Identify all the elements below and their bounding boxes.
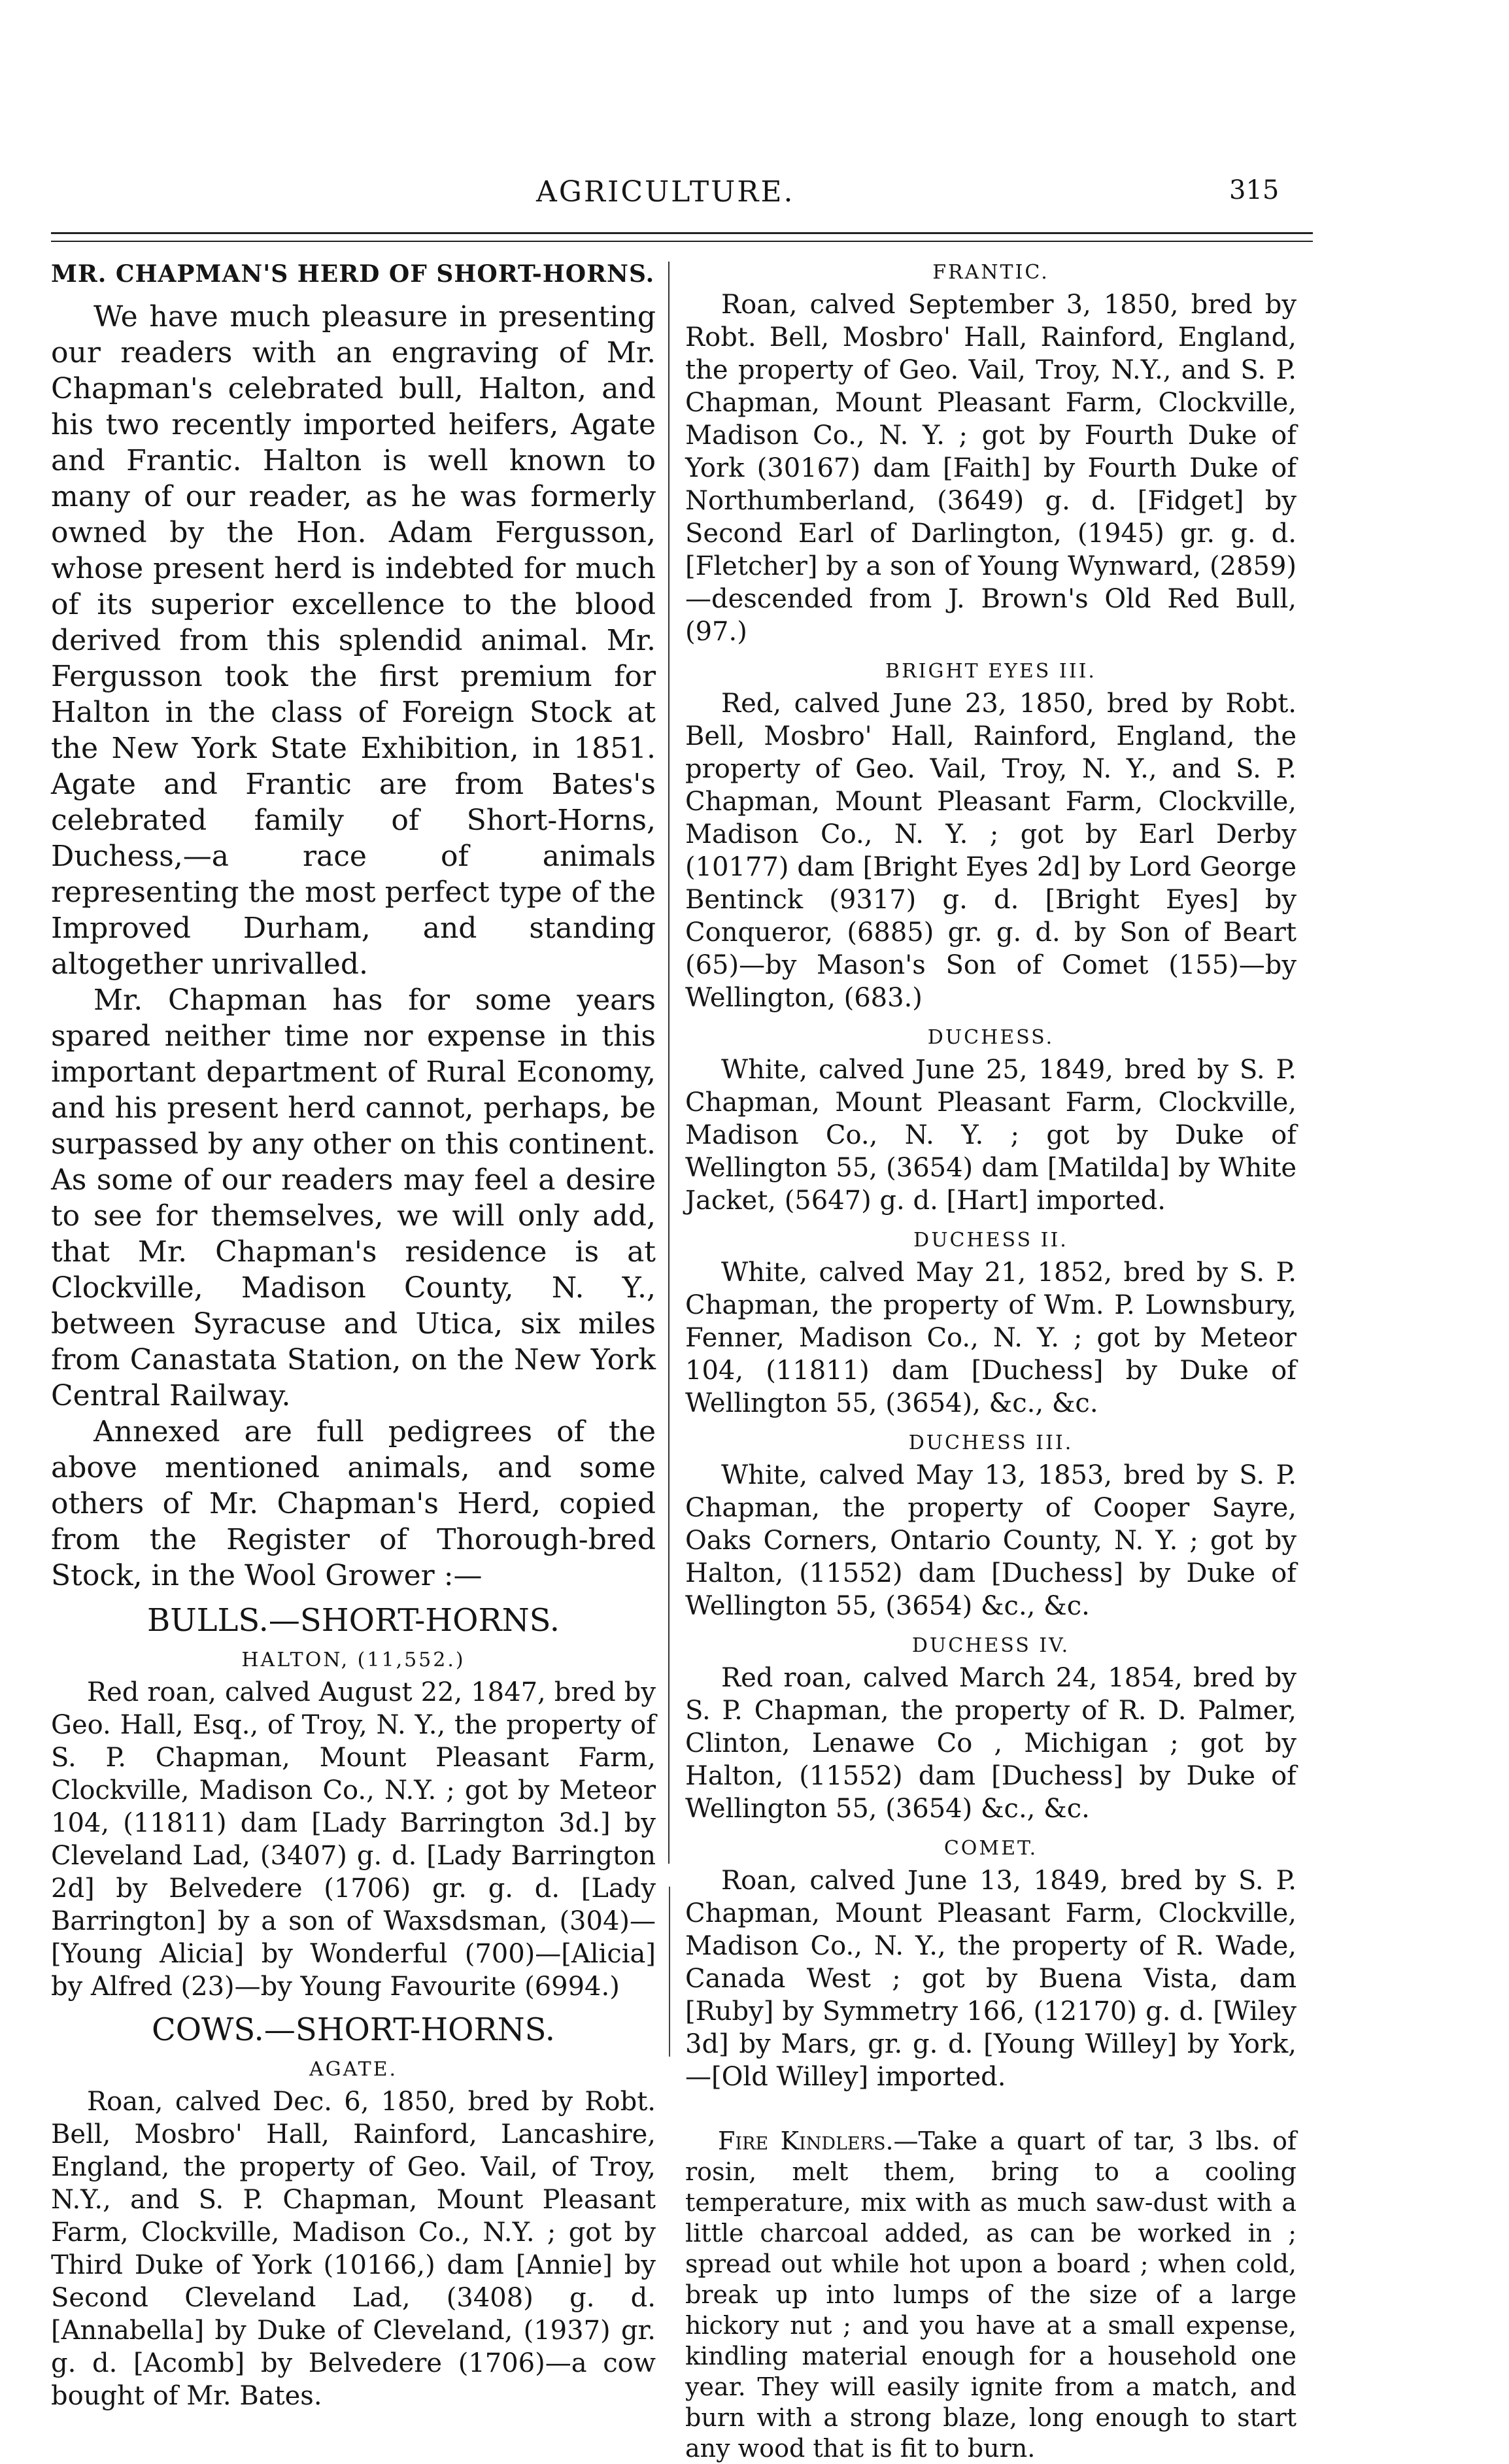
bright-eyes-heading: BRIGHT EYES III. <box>885 660 1096 683</box>
duchess-iii-heading: DUCHESS III. <box>908 1431 1074 1454</box>
running-head <box>0 175 1509 214</box>
left-column <box>51 258 656 2412</box>
halton-pedigree: Red roan, calved August 22, 1847, bred by Geo. Hall, Esq., of Troy, N. Y., the property of S. P. Chapman, Mount Pleasant Farm, Clockville, Madison Co., N.Y. ; got by Meteor 104, (11811) dam [Lady Barrington 3d.] by Cleveland Lad, (3407) g. d. [Lady Barrington 2d] by Belvedere (1706) gr. g. d. [Lady Barrington] by a son of Waxsdsman, (304)—[Young Alicia] by Wonderful (700)—[Alicia] by Alfred (23)—by Young Favourite (6994.) <box>51 1677 656 2002</box>
bright-eyes-pedigree: Red, calved June 23, 1850, bred by Robt. Bell, Mosbro' Hall, Rainford, England, the property of Geo. Vail, Troy, N. Y., and S. P. Chapman, Mount Pleasant Farm, Clockville, Madison Co., N. Y. ; got by Earl Derby (10177) dam [Bright Eyes 2d] by Lord George Bentinck (9317) g. d. [Bright Eyes] by Conqueror, (6885) gr. g. d. by Son of Beart (65)—by Mason's Son of Comet (155)—by Wellington, (683.) <box>685 689 1297 1013</box>
frantic-heading: FRANTIC. <box>932 261 1049 284</box>
page-number: 315 <box>1229 175 1280 205</box>
duchess-pedigree: White, calved June 25, 1849, bred by S. P. Chapman, Mount Pleasant Farm, Clockville, Madison Co., N. Y. ; got by Duke of Wellington 55, (3654) dam [Matilda] by White Jacket, (5647) g. d. [Hart] imported. <box>685 1055 1297 1216</box>
column-divider-lower <box>669 1887 670 2057</box>
fire-kindlers-item <box>685 2126 1297 2464</box>
comet-pedigree: Roan, calved June 13, 1849, bred by S. P. Chapman, Mount Pleasant Farm, Clockville, Madison Co., N. Y., the property of R. Wade, Canada West ; got by Buena Vista, dam [Ruby] by Symmetry 166, (12170) g. d. [Wiley 3d] by Mars, gr. g. d. [Young Willey] by York,—[Old Willey] imported. <box>685 1866 1297 2092</box>
visit-paragraph: Mr. Chapman has for some years spared neither time nor expense in this important department of Rural Economy, and his present herd cannot, perhaps, be surpassed by any other on this continent. As some of our readers may feel a desire to see for themselves, we will only add, that Mr. Chapman's residence is at Clockville, Madison County, N. Y., between Syracuse and Utica, six miles from Canastata Station, on the New York Central Railway. <box>51 984 656 1412</box>
duchess-iv-pedigree: Red roan, calved March 24, 1854, bred by S. P. Chapman, the property of R. D. Palmer, Clinton, Lenawe Co , Michigan ; got by Halton, (11552) dam [Duchess] by Duke of Wellington 55, (3654) &c., &c. <box>685 1663 1297 1824</box>
halton-heading: HALTON, (11,552.) <box>241 1649 466 1671</box>
fire-kindlers-title: Fire Kindlers. <box>718 2127 894 2155</box>
agate-heading: AGATE. <box>309 2058 398 2081</box>
comet-heading: COMET. <box>943 1837 1038 1860</box>
frantic-pedigree: Roan, calved September 3, 1850, bred by Robt. Bell, Mosbro' Hall, Rainford, England, the property of Geo. Vail, Troy, N.Y., and S. P. Chapman, Mount Pleasant Farm, Clockville, Madison Co., N. Y. ; got by Fourth Duke of York (30167) dam [Faith] by Fourth Duke of Northumberland, (3649) g. d. [Fidget] by Second Earl of Darlington, (1945) gr. g. d. [Fletcher] by a son of Young Wynward, (2859)—descended from J. Brown's Old Red Bull, (97.) <box>685 290 1297 647</box>
bulls-heading: BULLS.—SHORT-HORNS. <box>146 1602 560 1639</box>
duchess-iv-heading: DUCHESS IV. <box>911 1634 1070 1657</box>
article-heading: MR. CHAPMAN'S HERD OF SHORT-HORNS. <box>51 260 655 288</box>
header-double-rule <box>51 232 1313 242</box>
duchess-ii-heading: DUCHESS II. <box>913 1229 1068 1252</box>
pedigree-intro-paragraph: Annexed are full pedigrees of the above mentioned animals, and some others of Mr. Chapman's Herd, copied from the Register of Thorough-bred Stock, in the Wool Grower :— <box>51 1415 656 1592</box>
duchess-iii-pedigree: White, calved May 13, 1853, bred by S. P. Chapman, the property of Cooper Sayre, Oaks Corners, Ontario County, N. Y. ; got by Halton, (11552) dam [Duchess] by Duke of Wellington 55, (3654) &c., &c. <box>685 1460 1297 1621</box>
column-divider <box>668 262 670 1864</box>
running-title: AGRICULTURE. <box>536 175 795 209</box>
fire-kindlers-text: —Take a quart of tar, 3 lbs. of rosin, melt them, bring to a cooling temperature, mix with as much saw-dust with a little charcoal added, as can be worked in ; spread out while hot upon a board ; when cold, break up into lumps of the size of a large hickory nut ; and you have at a small expense, kindling material enough for a household one year. They will easily ignite from a match, and burn with a strong blaze, long enough to start any wood that is fit to burn. <box>685 2127 1297 2463</box>
cows-heading: COWS.—SHORT-HORNS. <box>151 2011 556 2048</box>
duchess-heading: DUCHESS. <box>927 1026 1055 1049</box>
right-column <box>685 258 1297 2464</box>
duchess-ii-pedigree: White, calved May 21, 1852, bred by S. P. Chapman, the property of Wm. P. Lownsbury, Fenner, Madison Co., N. Y. ; got by Meteor 104, (11811) dam [Duchess] by Duke of Wellington 55, (3654), &c., &c. <box>685 1258 1297 1418</box>
agate-pedigree: Roan, calved Dec. 6, 1850, bred by Robt. Bell, Mosbro' Hall, Rainford, Lancashire, England, the property of Geo. Vail, of Troy, N.Y., and S. P. Chapman, Mount Pleasant Farm, Clockville, Madison Co., N.Y. ; got by Third Duke of York (10166,) dam [Annie] by Second Cleveland Lad, (3408) g. d. [Annabella] by Duke of Cleveland, (1937) gr. g. d. [Acomb] by Belvedere (1706)—a cow bought of Mr. Bates. <box>51 2087 656 2411</box>
intro-paragraph: We have much pleasure in presenting our readers with an engraving of Mr. Chapman's celebrated bull, Halton, and his two recently imported heifers, Agate and Frantic. Halton is well known to many of our reader, as he was formerly owned by the Hon. Adam Fergusson, whose present herd is indebted for much of its superior excellence to the blood derived from this splendid animal. Mr. Fergusson took the first premium for Halton in the class of Foreign Stock at the New York State Exhibition, in 1851. Agate and Frantic are from Bates's celebrated family of Short-Horns, Duchess,—a race of animals representing the most perfect type of the Improved Durham, and standing altogether unrivalled. <box>51 300 656 981</box>
